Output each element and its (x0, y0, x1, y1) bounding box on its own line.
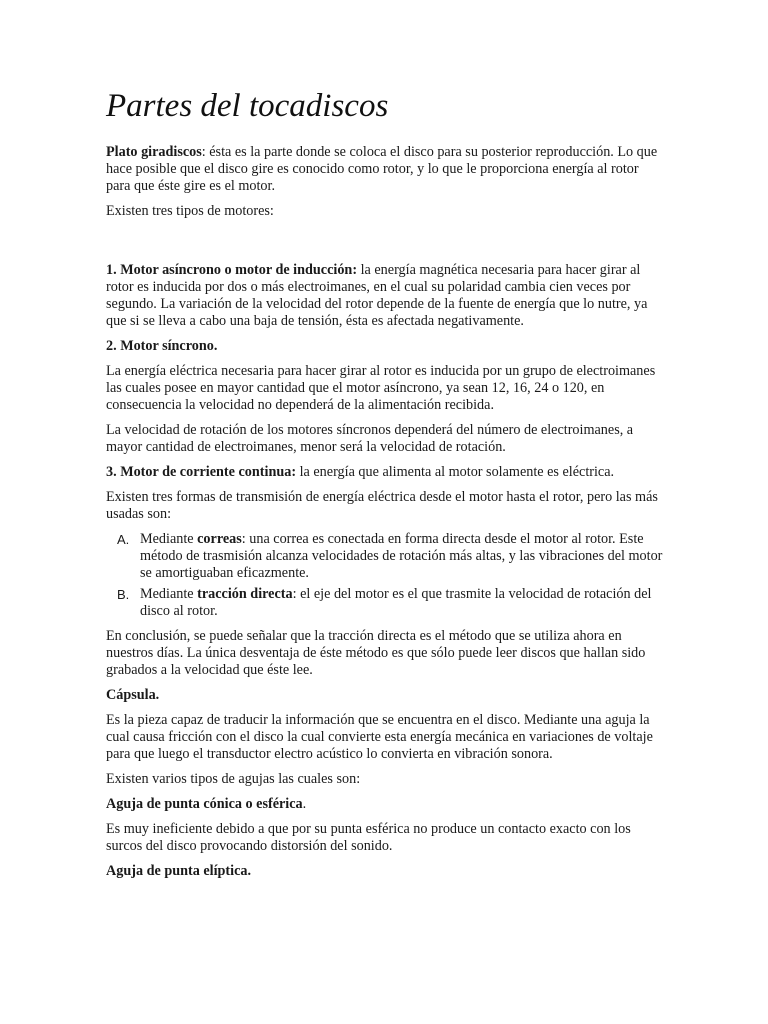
paragraph-aguja-conica: Es muy ineficiente debido a que por su punta esférica no produce un contacto exacto con los surcos del disco provocando distorsión del sonido. (106, 821, 631, 854)
heading-aguja-conica-text: Aguja de punta cónica o esférica (106, 796, 303, 812)
list-item-text: : una correa es conectada en forma directa desde el motor al rotor. Este método de trasmisión alcanza velocidades de rotación más altas, y las vibraciones del motor se amortiguaban eficazmente. (140, 531, 663, 581)
term-motor-asincrono: 1. Motor asíncrono o motor de inducción: (106, 262, 358, 278)
paragraph-plato (106, 144, 666, 195)
paragraph-capsula: Es la pieza capaz de traducir la información que se encuentra en el disco. Mediante una aguja la cual causa fricción con el disco la cual convierte esta energía mecánica en variaciones de voltaje para que luego el transductor electro acústico lo convierta en vibración sonora. (106, 712, 653, 762)
list-item-prefix: Mediante (140, 531, 198, 547)
text-motor-corriente-continua: la energía que alimenta al motor solamente es eléctrica. (296, 464, 615, 480)
list-item-term: tracción directa (197, 586, 293, 602)
heading-capsula-text: Cápsula. (106, 687, 160, 703)
paragraph-motor-sincrono-2: La velocidad de rotación de los motores síncronos dependerá del número de electroimanes, a mayor cantidad de electroimanes, menor será la velocidad de rotación. (106, 422, 634, 455)
term-motor-corriente-continua: 3. Motor de corriente continua: (106, 464, 297, 480)
transmission-list (106, 531, 666, 620)
text-motor-asincrono: la energía magnética necesaria para hacer girar al rotor es inducida por dos o más electroimanes, en el cual su polaridad cambia cien veces por segundo. La variación de la velocidad del rotor depende de la fuente de energía que lo nutre, ya que si se lleva a cabo una baja de tensión, ésta es afectada negativamente. (106, 262, 648, 329)
document-body (106, 86, 666, 888)
spacer (106, 228, 666, 262)
heading-aguja-eliptica-text: Aguja de punta elíptica. (106, 863, 252, 879)
list-item (106, 531, 666, 582)
paragraph-agujas-intro: Existen varios tipos de agujas las cuales son: (106, 771, 361, 787)
list-item-term: correas (197, 531, 242, 547)
heading-motor-sincrono-text: 2. Motor síncrono. (106, 338, 218, 354)
paragraph-motor-asincrono (106, 262, 666, 330)
list-marker: B. (117, 587, 130, 602)
heading-aguja-conica-suffix: . (302, 796, 307, 812)
list-marker: A. (117, 532, 130, 547)
heading-aguja-conica (106, 796, 666, 813)
paragraph-motor-corriente-continua (106, 464, 666, 481)
term-plato: Plato giradiscos (106, 144, 202, 160)
text-plato: : ésta es la parte donde se coloca el disco para su posterior reproducción. Lo que hace posible que el disco gire es conocido como rotor, y lo que le proporciona energía al rotor para que éste gire es el motor. (106, 144, 658, 194)
paragraph-motores-intro: Existen tres tipos de motores: (106, 203, 274, 219)
paragraph-motor-sincrono-1: La energía eléctrica necesaria para hacer girar al rotor es inducida por un grupo de electroimanes las cuales posee en mayor cantidad que el motor asíncrono, ya sean 12, 16, 24 o 120, en consecuencia la velocidad no dependerá de la alimentación recibida. (106, 363, 656, 413)
list-item-prefix: Mediante (140, 586, 198, 602)
paragraph-conclusion: En conclusión, se puede señalar que la tracción directa es el método que se utiliza ahora en nuestros días. La única desventaja de éste método es que sólo puede leer discos que hallan sido grabados a la velocidad que éste lee. (106, 628, 646, 678)
list-item (106, 586, 666, 620)
paragraph-transmision-intro: Existen tres formas de transmisión de energía eléctrica desde el motor hasta el rotor, pero las más usadas son: (106, 489, 658, 522)
heading-capsula (106, 687, 666, 704)
heading-aguja-eliptica (106, 863, 666, 880)
page-title: Partes del tocadiscos (106, 88, 389, 124)
list-item-text: : el eje del motor es el que trasmite la velocidad de rotación del disco al rotor. (140, 586, 652, 619)
heading-motor-sincrono (106, 338, 666, 355)
